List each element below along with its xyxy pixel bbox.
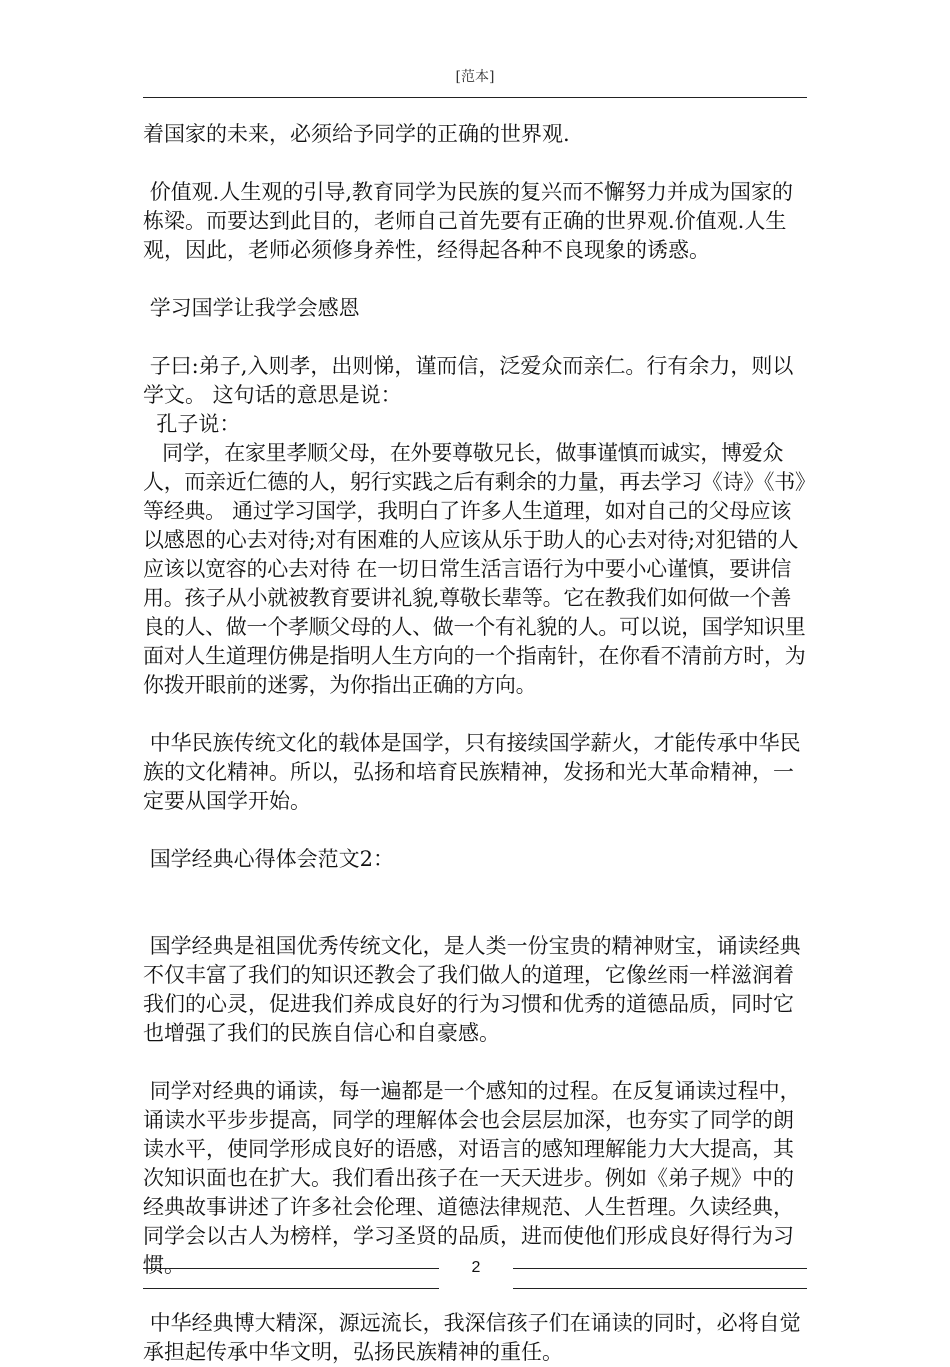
paragraph-4: 子曰:弟子,入则孝，出则悌，谨而信，泛爱众而亲仁。行有余力，则以学文。 这句话的意思是说： <box>143 354 794 407</box>
document-body <box>143 112 809 1367</box>
paragraph-11: 中华经典博大精深，源远流长，我深信孩子们在诵读的同时，必将自觉承担起传承中华文明，弘扬民族精神的重任。 <box>143 1311 801 1364</box>
page-number: 2 <box>471 1259 481 1276</box>
paragraph-5: 孔子说： <box>143 412 241 436</box>
footer-divider-left-bottom <box>143 1288 439 1289</box>
paragraph-6: 同学，在家里孝顺父母，在外要尊敬兄长，做事谨慎而诚实，博爱众人，而亲近仁德的人，躬行实践之后有剩余的力量，再去学习《诗》《书》等经典。 通过学习国学，我明白了许多人生道理，如对自己的父母应该以感恩的心去对待;对有困难的人应该从乐于助人的心去对待;对犯错的人应该以宽容的心去对待 在一切日常生活言语行为中要小心谨慎，要讲信用。孩子从小就被教育要讲礼貌,尊敬长辈等。它在教我们如何做一个善良的人、做一个孝顺父母的人、做一个有礼貌的人。可以说，国学知识里面对人生道理仿佛是指明人生方向的一个指南针，在你看不清前方时，为你拨开眼前的迷雾，为你指出正确的方向。 <box>143 441 806 697</box>
footer-divider-right-top <box>513 1268 807 1269</box>
paragraph-2: 价值观.人生观的引导,教育同学为民族的复兴而不懈努力并成为国家的栋梁。而要达到此目的，老师自己首先要有正确的世界观.价值观.人生观，因此，老师必须修身养性，经得起各种不良现象的诱惑。 <box>143 180 794 262</box>
paragraph-heading-gratitude: 学习国学让我学会感恩 <box>143 296 360 320</box>
footer-divider-right-bottom <box>513 1288 807 1289</box>
paragraph-heading-sample-2: 国学经典心得体会范文2： <box>143 847 395 871</box>
paragraph-10: 同学对经典的诵读，每一遍都是一个感知的过程。在反复诵读过程中，诵读水平步步提高，同学的理解体会也会层层加深，也夯实了同学的朗读水平，使同学形成良好的语感，对语言的感知理解能力大大提高，其次知识面也在扩大。我们看出孩子在一天天进步。例如《弟子规》中的经典故事讲述了许多社会伦理、道德法律规范、人生哲理。久读经典，同学会以古人为榜样，学习圣贤的品质，进而使他们形成良好得行为习惯。 <box>143 1079 801 1277</box>
page-header-label: [范本] <box>455 69 495 85</box>
paragraph-1: 着国家的未来，必须给予同学的正确的世界观. <box>143 122 570 146</box>
paragraph-9: 国学经典是祖国优秀传统文化，是人类一份宝贵的精神财宝，诵读经典不仅丰富了我们的知识还教会了我们做人的道理，它像丝雨一样滋润着我们的心灵，促进我们养成良好的行为习惯和优秀的道德品质，同时它也增强了我们的民族自信心和自豪感。 <box>143 934 801 1045</box>
footer-divider-left-top <box>143 1268 439 1269</box>
paragraph-7: 中华民族传统文化的载体是国学，只有接续国学薪火，才能传承中华民族的文化精神。所以，弘扬和培育民族精神，发扬和光大革命精神，一定要从国学开始。 <box>143 731 801 813</box>
header-divider <box>143 97 807 98</box>
